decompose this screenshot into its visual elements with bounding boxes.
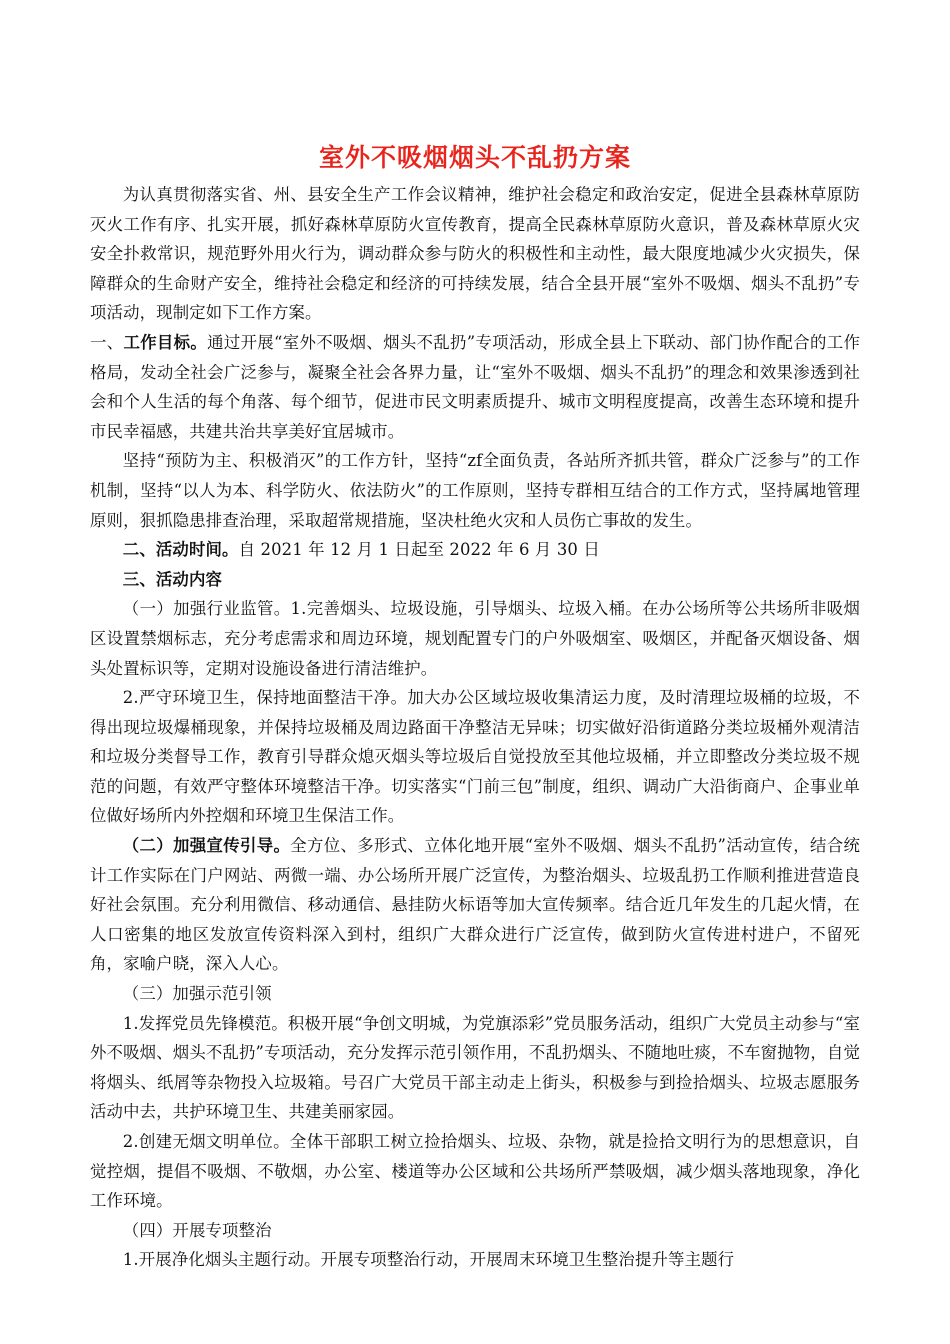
document-body <box>90 180 860 1275</box>
item1-paragraph: （一）加强行业监管。1.完善烟头、垃圾设施，引导烟头、垃圾入桶。在办公场所等公共场所非吸烟区设置禁烟标志，充分考虑需求和周边环境，规划配置专门的户外吸烟室、吸烟区，并配备灭烟设备、烟头处置标识等，定期对设施设备进行清洁维护。 <box>90 599 860 678</box>
item2-paragraph <box>90 831 860 979</box>
section-content-heading: 三、活动内容 <box>122 569 223 589</box>
intro-paragraph: 为认真贯彻落实省、州、县安全生产工作会议精神，维护社会稳定和政治安定，促进全县森林草原防灭火工作有序、扎实开展，抓好森林草原防火宣传教育，提高全民森林草原防火意识，普及森林草原火灾安全扑救常识，规范野外用火行为，调动群众参与防火的积极性和主动性，最大限度地减少火灾损失，保障群众的生命财产安全，维持社会稳定和经济的可持续发展，结合全县开展“室外不吸烟、烟头不乱扔”专项活动，现制定如下工作方案。 <box>90 185 860 323</box>
section-goal-number: 一、 <box>90 332 124 352</box>
principles-paragraph: 坚持“预防为主、积极消灭”的工作方针，坚持“zf全面负责，各站所齐抓共管，群众广泛参与”的工作机制，坚持“以人为本、科学防火、依法防火”的工作原则，坚持专群相互结合的工作方式，坚持属地管理原则，狠抓隐患排查治理，采取超常规措施，坚决杜绝火灾和人员伤亡事故的发生。 <box>90 451 860 530</box>
item1-2-paragraph: 2.严守环境卫生，保持地面整洁干净。加大办公区域垃圾收集清运力度，及时清理垃圾桶的垃圾，不得出现垃圾爆桶现象，并保持垃圾桶及周边路面干净整洁无异味；切实做好沿街道路分类垃圾桶外观清洁和垃圾分类督导工作，教育引导群众熄灭烟头等垃圾后自觉投放至其他垃圾桶，并立即整改分类垃圾不规范的问题，有效严守整体环境整洁干净。切实落实“门前三包”制度，组织、调动广大沿街商户、企事业单位做好场所内外控烟和环境卫生保洁工作。 <box>90 688 860 826</box>
document-title: 室外不吸烟烟头不乱扔方案 <box>318 143 631 172</box>
item4-1-paragraph: 1.开展净化烟头主题行动。开展专项整治行动，开展周末环境卫生整治提升等主题行 <box>122 1250 735 1270</box>
section-time-text: 自 2021 年 12 月 1 日起至 2022 年 6 月 30 日 <box>238 540 600 560</box>
section-time-heading: 二、活动时间。 <box>122 540 239 560</box>
item2-text: 全方位、多形式、立体化地开展“室外不吸烟、烟头不乱扔”活动宣传，结合统计工作实际在门户网站、两微一端、办公场所开展广泛宣传，为整治烟头、垃圾乱扔工作顺利推进营造良好社会氛围。充分利用微信、移动通信、悬挂防火标语等加大宣传频率。结合近几年发生的几起火情，在人口密集的地区发放宣传资料深入到村，组织广大群众进行广泛宣传，做到防火宣传进村进户，不留死角，家喻户晓，深入人心。 <box>90 836 861 974</box>
item2-heading: （二）加强宣传引导。 <box>122 836 291 856</box>
section-goal-heading: 工作目标。 <box>123 332 208 352</box>
section-time-paragraph <box>90 535 860 565</box>
section-goal-text: 通过开展“室外不吸烟、烟头不乱扔”专项活动，形成全县上下联动、部门协作配合的工作格局，发动全社会广泛参与，凝聚全社会各界力量，让“室外不吸烟、烟头不乱扔”的理念和效果渗透到社会和个人生活的每个角落、每个细节，促进市民文明素质提升、城市文明程度提高，改善生态环境和提升市民幸福感，共建共治共享美好宜居城市。 <box>90 332 860 441</box>
item3-1-paragraph: 1.发挥党员先锋模范。积极开展“争创文明城，为党旗添彩”党员服务活动，组织广大党员主动参与“室外不吸烟、烟头不乱扔”专项活动，充分发挥示范引领作用，不乱扔烟头、不随地吐痰，不车窗抛物，自觉将烟头、纸屑等杂物投入垃圾箱。号召广大党员干部主动走上街头，积极参与到捡拾烟头、垃圾志愿服务活动中去，共护环境卫生、共建美丽家园。 <box>90 1013 860 1122</box>
item3-2-paragraph: 2.创建无烟文明单位。全体干部职工树立捡拾烟头、垃圾、杂物，就是捡拾文明行为的思想意识，自觉控烟，提倡不吸烟、不敬烟，办公室、楼道等办公区域和公共场所严禁吸烟，减少烟头落地现象，净化工作环境。 <box>90 1132 860 1211</box>
section-goal-paragraph <box>90 328 860 446</box>
item3-heading: （三）加强示范引领 <box>122 984 272 1004</box>
item4-heading: （四）开展专项整治 <box>122 1220 272 1240</box>
